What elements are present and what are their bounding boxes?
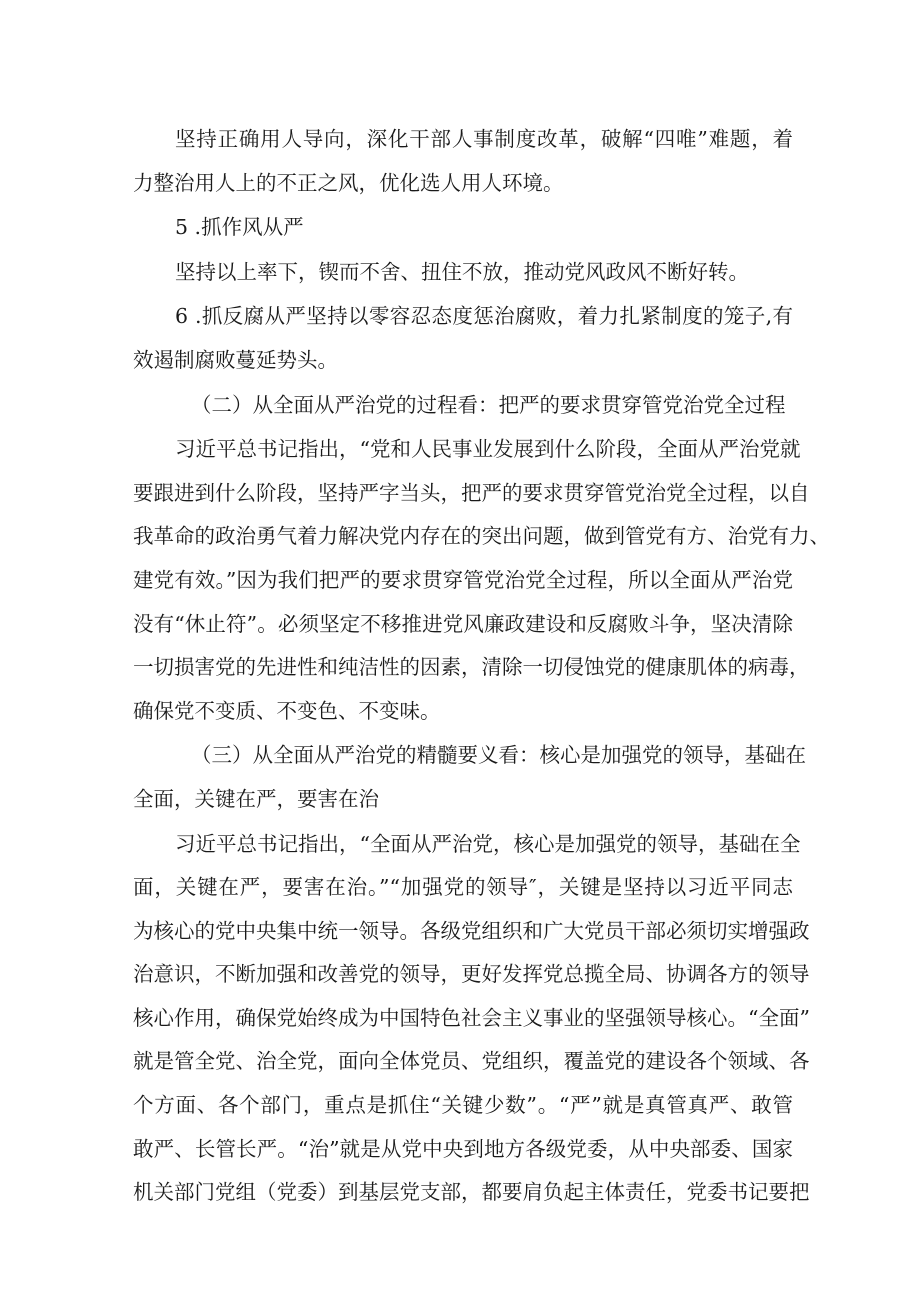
text-line: 坚持以上率下，锲而不舍、扭住不放，推动党风政风不断好转。: [175, 259, 749, 284]
text-line: （二）从全面从严治党的过程看：把严的要求贯穿管党治党全过程: [191, 392, 786, 417]
section-heading: [133, 734, 806, 821]
text-line: 敢严、长管长严。“治”就是从党中央到地方各级党委，从中央部委、国家: [133, 1136, 793, 1161]
text-line: 个方面、各个部门，重点是抓住“关键少数”。“严”就是真管真严、敢管: [133, 1093, 793, 1118]
text-line: 力整治用人上的不正之风，优化选人用人环境。: [133, 170, 564, 195]
document-page: [133, 118, 830, 1216]
text-line: 确保党不变质、不变色、不变味。: [133, 698, 441, 723]
text-line: 效遏制腐败蔓延势头。: [133, 347, 338, 372]
text-line: 治意识，不断加强和改善党的领导，更好发挥党总揽全局、协调各方的领导: [133, 962, 810, 987]
text-line: 我革命的政治勇气着力解决党内存在的突出问题，做到管党有方、治党有力、: [133, 524, 830, 549]
text-line: （三）从全面从严治党的精髓要义看：核心是加强党的领导，基础在: [191, 743, 806, 768]
text-line: 面，关键在严，要害在治。”“加强党的领导″，关键是坚持以习近平同志: [133, 875, 793, 900]
body-paragraph: [133, 206, 793, 250]
body-paragraph: [133, 823, 810, 1215]
text-line: 一切损害党的先进性和纯洁性的因素，清除一切侵蚀党的健康肌体的病毒，: [133, 655, 810, 680]
text-line: 5 .抓作风从严: [175, 215, 304, 240]
text-line: 全面，关键在严，要害在治: [133, 786, 379, 811]
text-line: 6 .抓反腐从严坚持以零容忍态度惩治腐败，着力扎紧制度的笼子,有: [175, 304, 793, 329]
body-paragraph: [133, 118, 793, 205]
text-line: 坚持正确用人导向，深化干部人事制度改革，破解“四唯”难题，着: [175, 127, 793, 151]
text-line: 为核心的党中央集中统一领导。各级党组织和广大党员干部必须切实增强政: [133, 918, 810, 943]
text-line: 机关部门党组（党委）到基层党支部，都要肩负起主体责任，党委书记要把: [133, 1180, 810, 1205]
section-heading: [133, 384, 793, 428]
text-line: 习近平总书记指出，“党和人民事业发展到什么阶段，全面从严治党就: [175, 437, 801, 462]
body-paragraph: [133, 251, 793, 295]
text-line: 要跟进到什么阶段，坚持严字当头，把严的要求贯穿管党治党全过程，以自: [133, 480, 810, 505]
text-line: 没有“休止符”。必须坚定不移推进党风廉政建设和反腐败斗争，坚决清除: [133, 611, 793, 636]
body-paragraph: [133, 428, 830, 733]
body-paragraph: [133, 295, 793, 382]
text-line: 就是管全党、治全党，面向全体党员、党组织，覆盖党的建设各个领域、各: [133, 1049, 810, 1074]
text-line: 建党有效。”因为我们把严的要求贯穿管党治党全过程，所以全面从严治党: [133, 567, 793, 592]
text-line: 核心作用，确保党始终成为中国特色社会主义事业的坚强领导核心。“全面”: [133, 1005, 810, 1030]
text-line: 习近平总书记指出，“全面从严治党，核心是加强党的领导，基础在全: [175, 831, 801, 856]
